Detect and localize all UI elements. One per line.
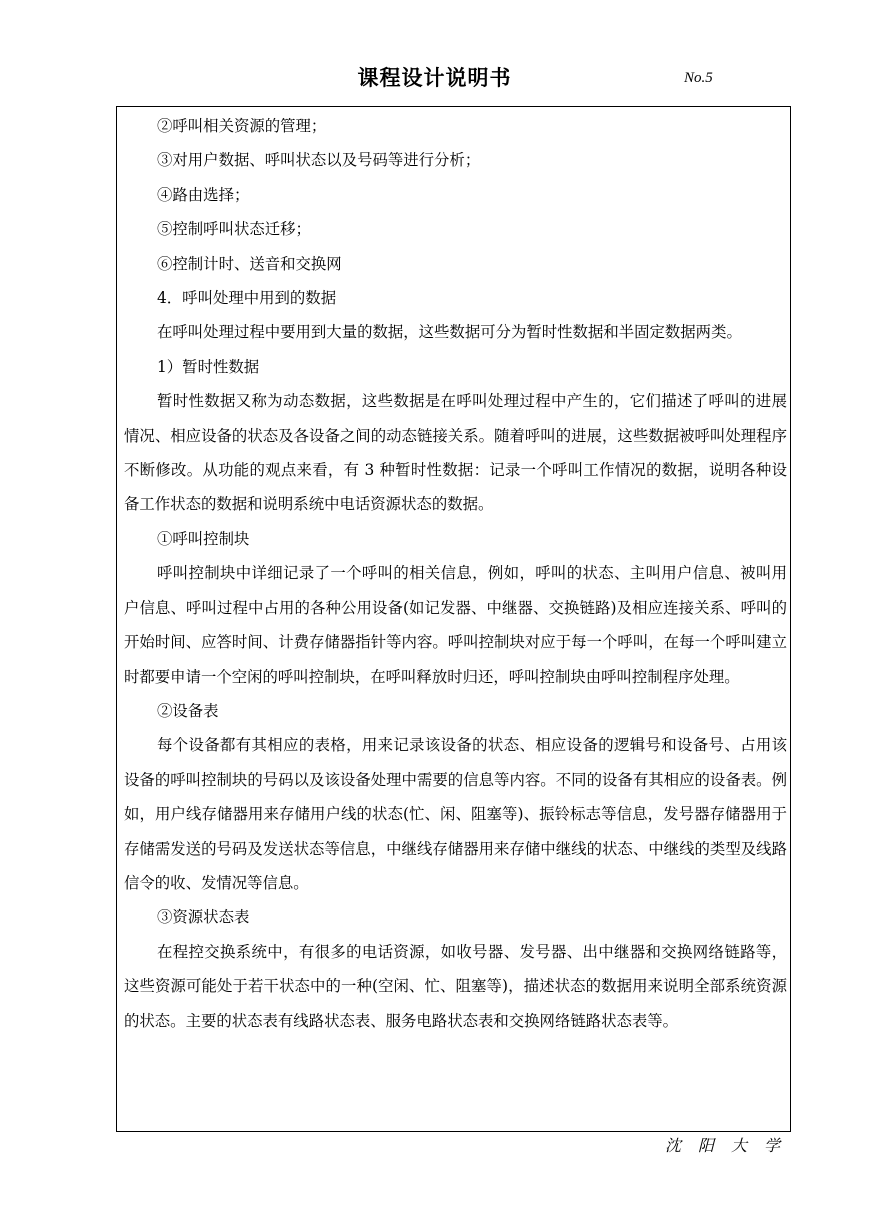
- item-heading: ①呼叫控制块: [157, 529, 250, 548]
- paragraph: 呼叫控制块中详细记录了一个呼叫的相关信息，例如，呼叫的状态、主叫用户信息、被叫用户信息、呼叫过程中占用的各种公用设备(如记发器、中继器、交换链路)及相应连接关系、呼叫的开始时间、应答时间、计费存储器指针等内容。呼叫控制块对应于每一个呼叫，在每一个呼叫建立时都要申请一个空闲的呼叫控制块，在呼叫释放时归还，呼叫控制块由呼叫控制程序处理。: [124, 564, 787, 686]
- list-item: ③对用户数据、呼叫状态以及号码等进行分析；: [157, 151, 481, 170]
- item-heading: ②设备表: [157, 701, 219, 720]
- list-item: ⑤控制呼叫状态迁移；: [157, 220, 311, 239]
- paragraph: 在程控交换系统中，有很多的电话资源，如收号器、发号器、出中继器和交换网络链路等，这些资源可能处于若干状态中的一种(空闲、忙、阻塞等)，描述状态的数据用来说明全部系统资源的状态。主要的状态表有线路状态表、服务电路状态表和交换网络链路状态表等。: [124, 942, 787, 1030]
- document-body: [124, 109, 787, 1038]
- subsection-heading: 1）暂时性数据: [157, 357, 260, 376]
- section-heading: 4．呼叫处理中用到的数据: [157, 289, 337, 308]
- paragraph: 在呼叫处理过程中要用到大量的数据，这些数据可分为暂时性数据和半固定数据两类。: [157, 323, 742, 342]
- institution-footer: 沈阳大学: [665, 1136, 798, 1155]
- list-item: ⑥控制计时、送音和交换网: [157, 254, 342, 273]
- list-item: ④路由选择；: [157, 185, 250, 204]
- paragraph: 每个设备都有其相应的表格，用来记录该设备的状态、相应设备的逻辑号和设备号、占用该设备的呼叫控制块的号码以及该设备处理中需要的信息等内容。不同的设备有其相应的设备表。例如，用户线存储器用来存储用户线的状态(忙、闲、阻塞等)、振铃标志等信息，发号器存储器用于存储需发送的号码及发送状态等信息，中继线存储器用来存储中继线的状态、中继线的类型及线路信令的收、发情况等信息。: [124, 736, 787, 892]
- item-heading: ③资源状态表: [157, 908, 250, 927]
- list-item: ②呼叫相关资源的管理；: [157, 117, 327, 135]
- document-title: 课程设计说明书: [357, 66, 512, 90]
- page-number: No.5: [684, 70, 713, 86]
- paragraph: 暂时性数据又称为动态数据，这些数据是在呼叫处理过程中产生的，它们描述了呼叫的进展情况、相应设备的状态及各设备之间的动态链接关系。随着呼叫的进展，这些数据被呼叫处理程序不断修改。从功能的观点来看，有 3 种暂时性数据：记录一个呼叫工作情况的数据，说明各种设备工作状态的数据和说明系统中电话资源状态的数据。: [124, 392, 787, 514]
